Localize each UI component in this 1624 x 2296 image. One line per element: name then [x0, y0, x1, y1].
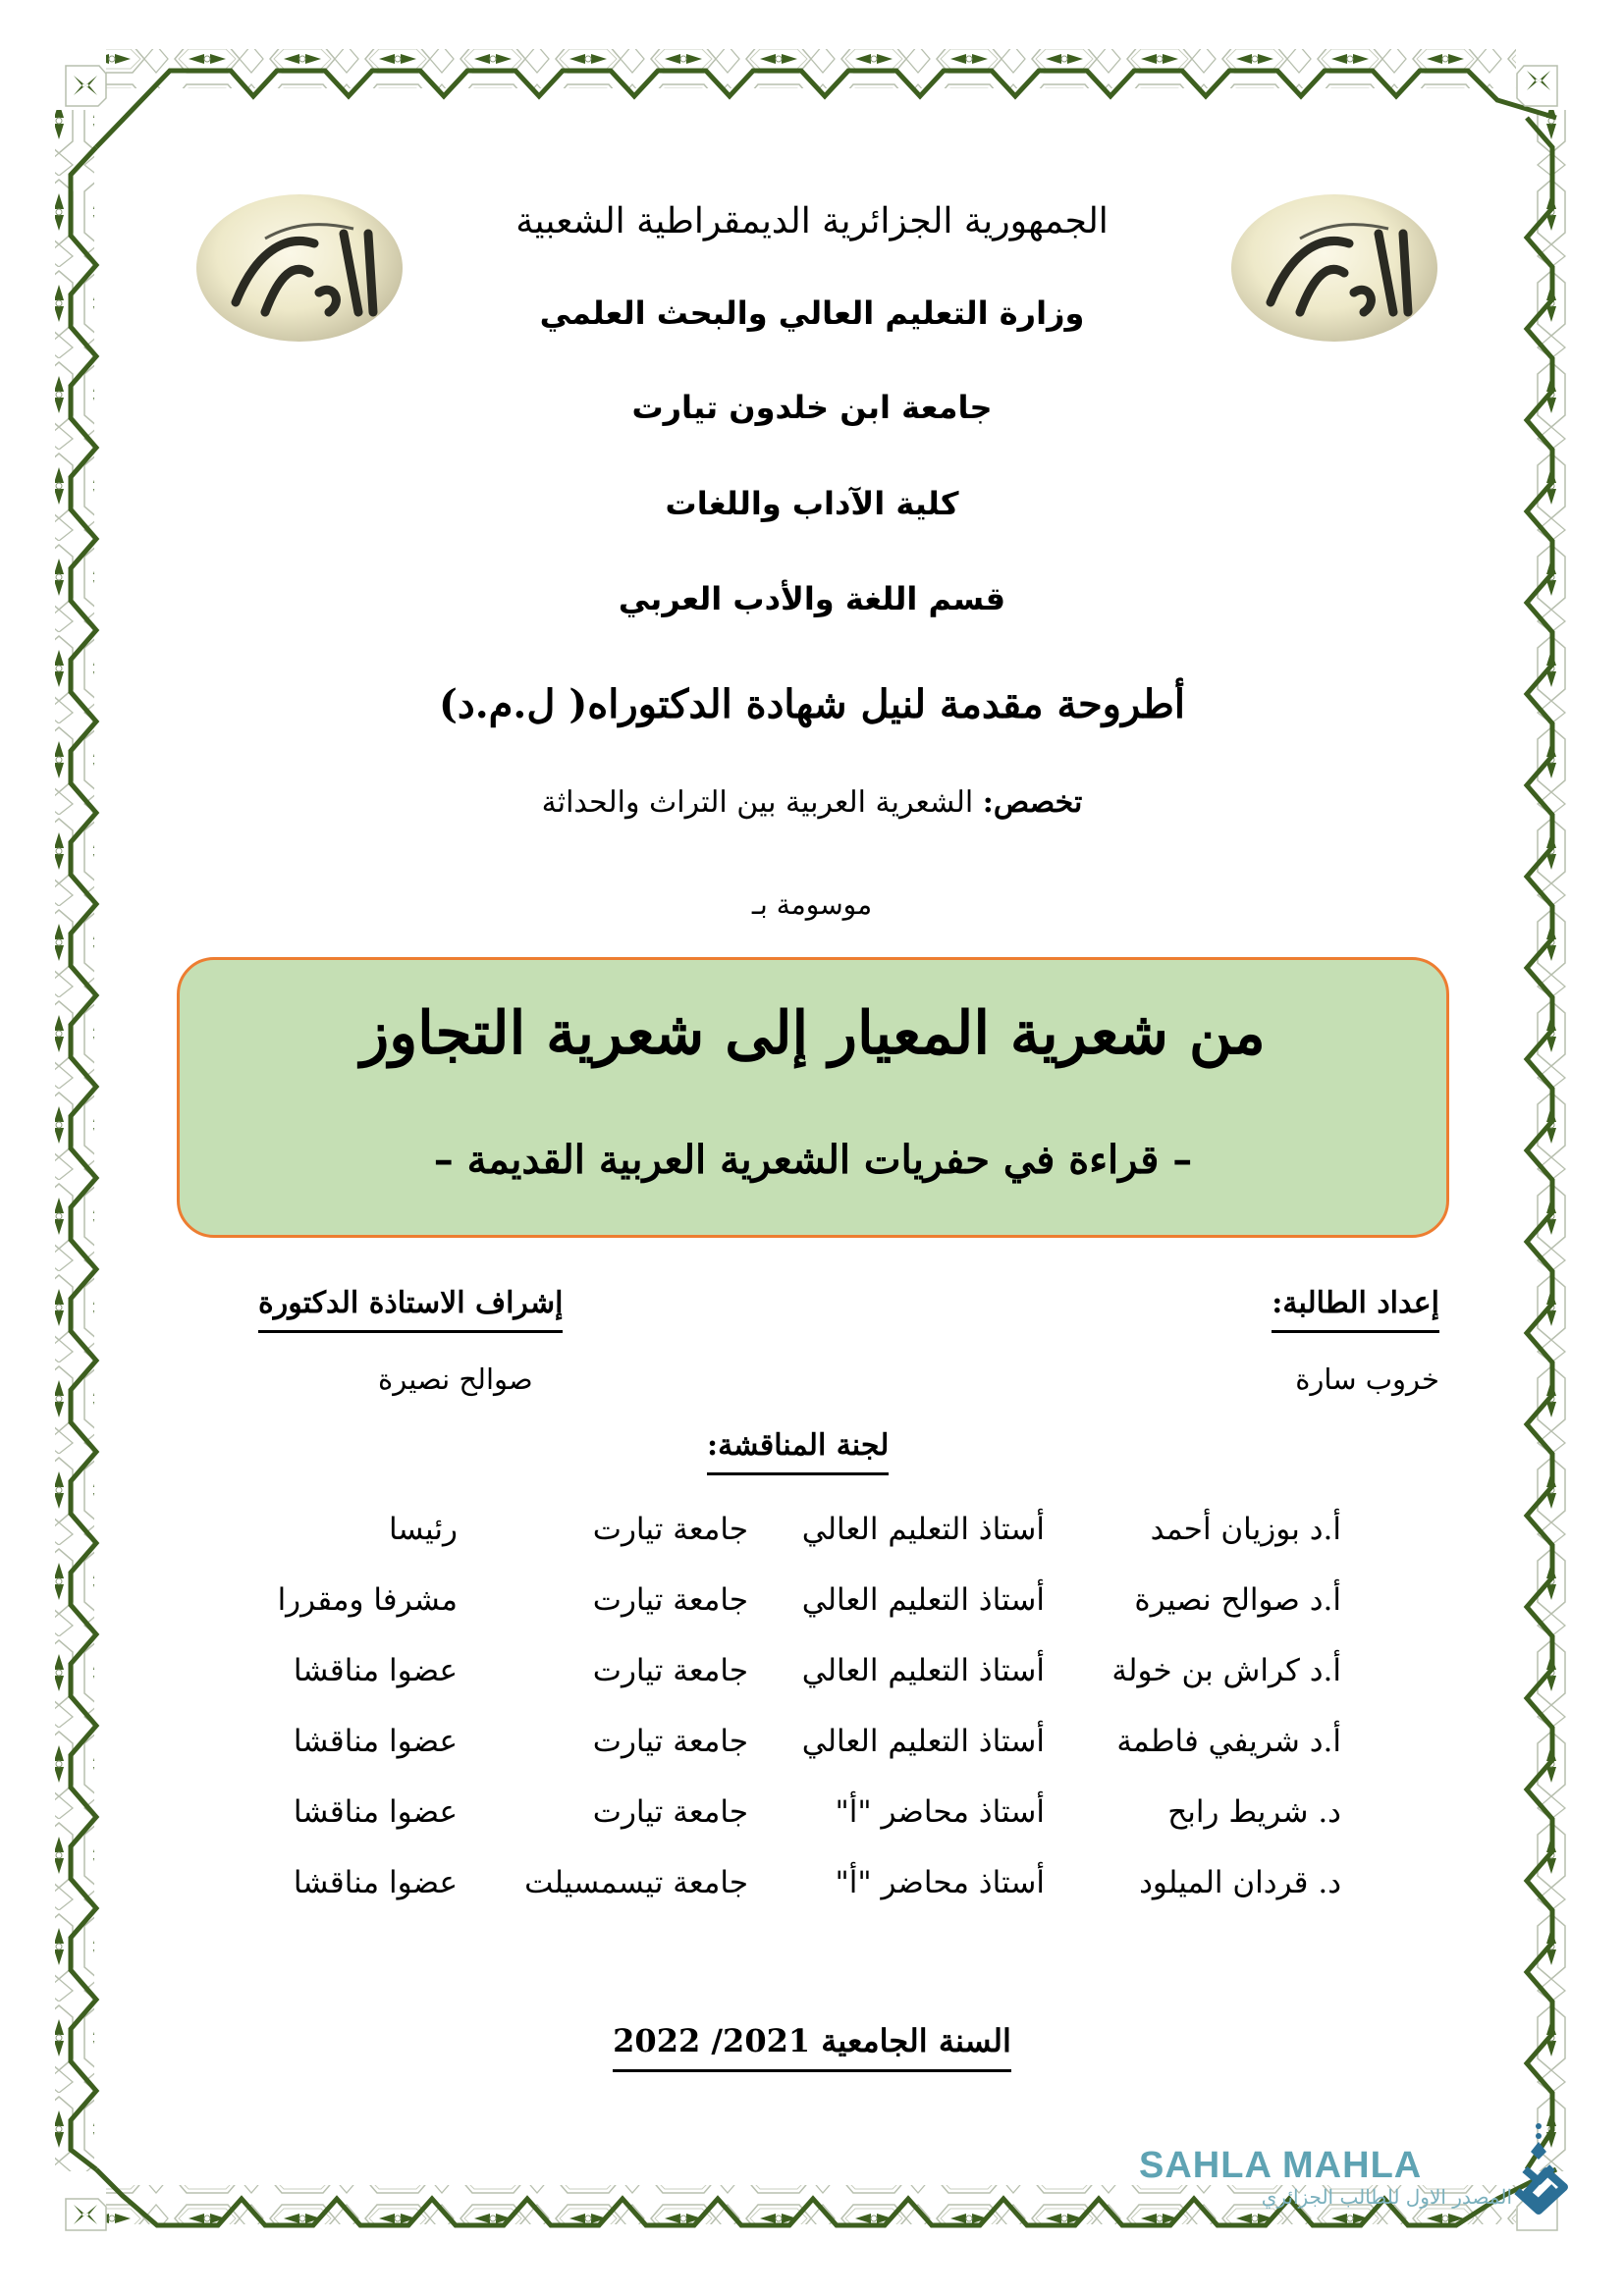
- member-role: رئيسا: [388, 1512, 458, 1547]
- member-rank: أستاذ التعليم العالي: [801, 1582, 1045, 1618]
- republic-name: الجمهورية الجزائرية الديمقراطية الشعبية: [515, 201, 1109, 241]
- committee-row: [0, 1582, 1624, 1641]
- member-institution: جامعة تيارت: [592, 1724, 748, 1759]
- faculty-name: كلية الآداب واللغات: [665, 485, 959, 522]
- degree-statement: أطروحة مقدمة لنيل شهادة الدكتوراه( ل.م.د): [439, 681, 1185, 727]
- university-name: جامعة ابن خلدون تيارت: [631, 389, 993, 426]
- committee-label: لجنة المناقشة:: [707, 1428, 889, 1463]
- committee-row: [0, 1794, 1624, 1853]
- member-role: عضوا مناقشا: [293, 1653, 458, 1688]
- titled-label: موسومة بـ: [751, 888, 873, 921]
- thesis-title: من شعرية المعيار إلى شعرية التجاوز: [360, 999, 1266, 1068]
- member-role: عضوا مناقشا: [293, 1865, 458, 1900]
- member-institution: جامعة تيسمسيلت: [524, 1865, 748, 1900]
- watermark-tagline: المصدر الاول للطالب الجزائري: [1261, 2185, 1512, 2209]
- member-rank: أستاذ محاضر "أ": [835, 1865, 1045, 1900]
- member-institution: جامعة تيارت: [592, 1582, 748, 1618]
- watermark-brand: SAHLA MAHLA: [1139, 2145, 1423, 2186]
- committee-row: [0, 1724, 1624, 1783]
- member-name: أ.د كراش بن خولة: [1111, 1653, 1341, 1688]
- member-institution: جامعة تيارت: [592, 1653, 748, 1688]
- member-rank: أستاذ التعليم العالي: [801, 1512, 1045, 1547]
- student-label: إعداد الطالبة:: [1272, 1286, 1439, 1320]
- supervisor-name: صوالح نصيرة: [378, 1362, 533, 1396]
- member-role: عضوا مناقشا: [293, 1724, 458, 1759]
- member-rank: أستاذ التعليم العالي: [801, 1724, 1045, 1759]
- student-name: خروب سارة: [1295, 1362, 1439, 1396]
- committee-row: [0, 1653, 1624, 1712]
- member-role: مشرفا ومقررا: [277, 1582, 458, 1618]
- thesis-title-box: [177, 957, 1449, 1238]
- member-institution: جامعة تيارت: [592, 1512, 748, 1547]
- sahla-mahla-calligraphy-logo-icon: [1507, 2120, 1586, 2228]
- member-name: أ.د شريفي فاطمة: [1116, 1724, 1341, 1759]
- ministry-name: وزارة التعليم العالي والبحث العلمي: [539, 294, 1085, 332]
- specialty-label: تخصص:: [982, 785, 1083, 820]
- specialty-value: الشعرية العربية بين التراث والحداثة: [541, 785, 983, 820]
- member-name: د. شريط رابح: [1167, 1794, 1341, 1830]
- member-name: د. قردان الميلود: [1139, 1865, 1341, 1900]
- committee-row: [0, 1512, 1624, 1571]
- thesis-subtitle: – قراءة في حفريات الشعرية العربية القديمة –: [433, 1137, 1193, 1183]
- member-rank: أستاذ محاضر "أ": [835, 1794, 1045, 1830]
- member-rank: أستاذ التعليم العالي: [801, 1653, 1045, 1688]
- department-name: قسم اللغة والأدب العربي: [618, 580, 1006, 617]
- sahla-mahla-watermark: [1139, 2146, 1512, 2209]
- committee-row: [0, 1865, 1624, 1924]
- member-institution: جامعة تيارت: [592, 1794, 748, 1830]
- supervisor-label: إشراف الاستاذة الدكتورة: [258, 1286, 563, 1320]
- member-role: عضوا مناقشا: [293, 1794, 458, 1830]
- member-name: أ.د صوالح نصيرة: [1134, 1582, 1341, 1618]
- academic-year: السنة الجامعية 2021/ 2022: [0, 2022, 1624, 2059]
- member-name: أ.د بوزيان أحمد: [1150, 1512, 1341, 1547]
- specialty-line: [0, 785, 1624, 820]
